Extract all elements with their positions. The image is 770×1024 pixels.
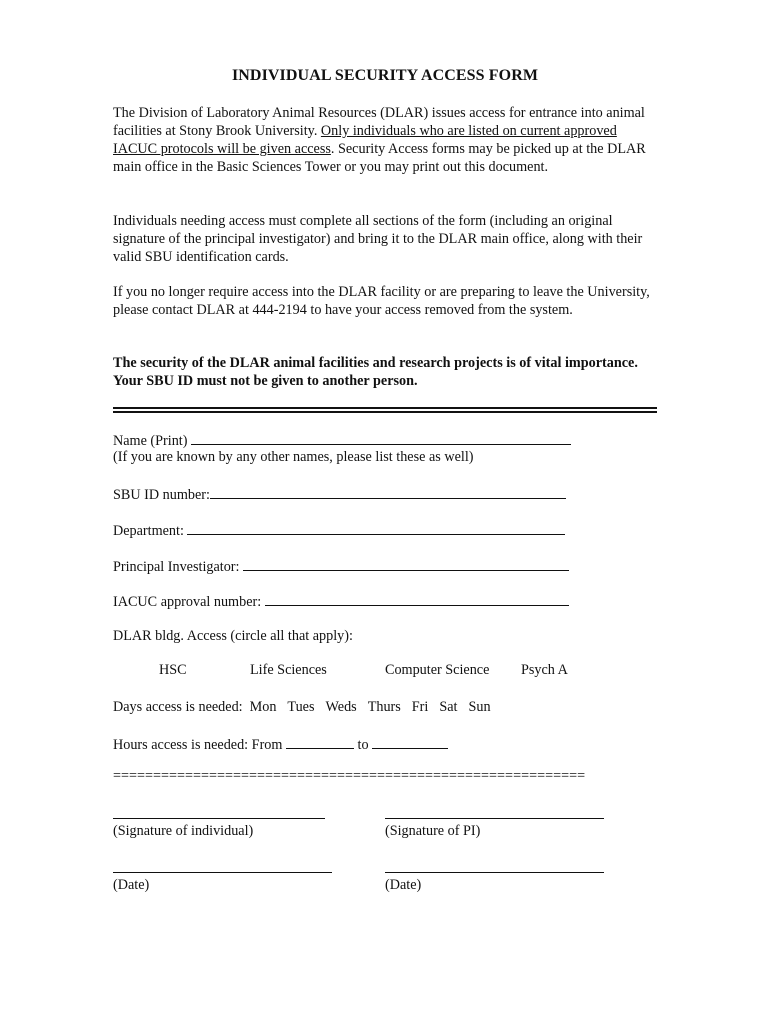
- iacuc-row: [113, 591, 569, 611]
- iacuc-label: IACUC approval number:: [113, 594, 265, 610]
- department-row: [113, 520, 565, 540]
- name-note: (If you are known by any other names, please list these as well): [113, 449, 474, 465]
- sbu-id-row: [113, 484, 566, 504]
- day-option-fri[interactable]: Fri: [411, 699, 429, 715]
- day-option-thurs[interactable]: Thurs: [367, 699, 401, 715]
- date-left-line[interactable]: [113, 872, 332, 873]
- security-warning: The security of the DLAR animal facilities and research projects is of vital importance. Your SBU ID must not be given to another person.: [113, 355, 638, 389]
- divider-bottom: [113, 411, 657, 413]
- signature-pi-line[interactable]: [385, 818, 604, 819]
- days-label: Days access is needed:: [113, 699, 243, 715]
- form-title: INDIVIDUAL SECURITY ACCESS FORM: [231, 67, 539, 84]
- removal-paragraph: If you no longer require access into the DLAR facility or are preparing to leave the University, please contact DLAR at 444-2194 to have your access removed from the system.: [113, 284, 650, 318]
- department-input-line[interactable]: [187, 520, 565, 535]
- pi-label: Principal Investigator:: [113, 559, 244, 575]
- day-option-weds[interactable]: Weds: [325, 699, 357, 715]
- department-label: Department:: [113, 523, 188, 539]
- intro-underlined-text: Only individuals who are listed on current approved IACUC protocols will be given access: [113, 123, 617, 157]
- date-left-label: (Date): [113, 877, 150, 893]
- separator-line: ===========================================================: [113, 768, 586, 784]
- name-field-row: [113, 430, 571, 450]
- signature-individual-label: (Signature of individual): [113, 823, 254, 839]
- date-right-line[interactable]: [385, 872, 604, 873]
- date-right-label: (Date): [385, 877, 422, 893]
- hours-label: Hours access is needed: From: [113, 737, 286, 753]
- instructions-paragraph: Individuals needing access must complete all sections of the form (including an original signature of the principal investigator) and bring it to the DLAR main office, along with their valid SBU identification cards.: [113, 213, 643, 265]
- building-option-life-sciences[interactable]: Life Sciences: [250, 662, 327, 678]
- building-option-computer-science[interactable]: Computer Science: [385, 662, 490, 678]
- intro-text-1: The Division of Laboratory Animal Resources (DLAR) issues access for entrance into animal facilities at Stony Brook University.: [113, 105, 645, 139]
- intro-paragraph: [113, 104, 658, 176]
- iacuc-input-line[interactable]: [265, 591, 569, 606]
- pi-input-line[interactable]: [243, 556, 569, 571]
- signature-pi-label: (Signature of PI): [385, 823, 481, 839]
- day-option-sun[interactable]: Sun: [468, 699, 491, 715]
- signature-individual-line[interactable]: [113, 818, 325, 819]
- hours-to-input-line[interactable]: [372, 734, 448, 749]
- name-input-line[interactable]: [191, 430, 571, 445]
- hours-row: [113, 734, 448, 754]
- hours-from-input-line[interactable]: [286, 734, 354, 749]
- building-access-label: DLAR bldg. Access (circle all that apply):: [113, 628, 353, 644]
- sbu-id-input-line[interactable]: [210, 484, 566, 499]
- day-option-sat[interactable]: Sat: [439, 699, 458, 715]
- intro-text-2: . Security Access forms may be picked up at the DLAR main office in the Basic Sciences Tower or you may print out this document.: [113, 141, 646, 175]
- building-option-psych-a[interactable]: Psych A: [521, 662, 568, 678]
- sbu-id-label: SBU ID number:: [113, 487, 210, 503]
- day-option-tues[interactable]: Tues: [287, 699, 315, 715]
- pi-row: [113, 556, 569, 576]
- hours-to-label: to: [353, 737, 373, 753]
- building-option-hsc[interactable]: HSC: [159, 662, 187, 678]
- day-option-mon[interactable]: Mon: [249, 699, 277, 715]
- divider-top: [113, 407, 657, 409]
- name-label: Name (Print): [113, 433, 192, 449]
- days-row: [113, 698, 502, 716]
